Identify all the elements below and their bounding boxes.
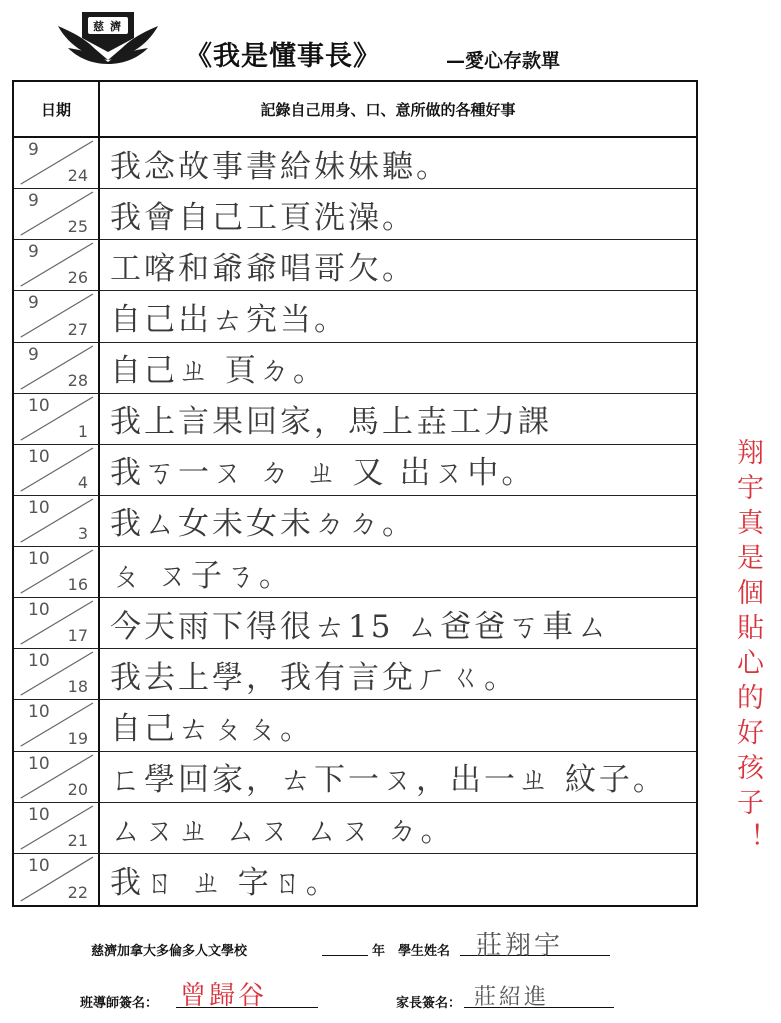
date-day: 18 — [67, 677, 88, 697]
date-day: 3 — [77, 524, 88, 544]
date-cell — [14, 700, 100, 751]
date-cell — [14, 496, 100, 547]
date-day: 1 — [77, 421, 88, 441]
teacher-comment: 翔宇真是個貼心的好孩子！ — [732, 438, 763, 858]
date-month: 9 — [28, 140, 39, 160]
good-deed-entry: 今天雨下得很ㄊ15 ㄙ爸爸ㄎ車ㄙ — [100, 598, 696, 649]
date-day: 19 — [67, 728, 88, 748]
date-month: 10 — [28, 753, 50, 774]
date-cell — [14, 803, 100, 854]
description-column-header: 記錄自己用身、口、意所做的各種好事 — [100, 82, 696, 138]
date-day: 28 — [67, 370, 88, 390]
parent-signature: 莊紹進 — [474, 985, 550, 1010]
date-cell — [14, 752, 100, 803]
date-month: 10 — [28, 549, 50, 570]
date-day: 27 — [67, 319, 88, 339]
date-cell — [14, 291, 100, 342]
date-day: 20 — [67, 779, 88, 799]
date-cell — [14, 240, 100, 291]
teacher-signature: 曾歸谷 — [180, 981, 268, 1011]
good-deed-entry: 我ㄎ一ㄡ ㄉ ㄓ 又 岀ㄡ中。 — [100, 445, 696, 496]
date-cell — [14, 598, 100, 649]
year-label: 年 — [372, 944, 386, 959]
good-deed-entry: 我會自己工頁洗澡。 — [100, 189, 696, 240]
good-deed-entry: 我ㄖ ㄓ 字ㄖ。 — [110, 864, 340, 901]
date-column-header: 日期 — [14, 82, 100, 138]
form-subtitle: —愛心存款單 — [446, 50, 561, 72]
date-month: 9 — [28, 344, 39, 365]
date-month: 10 — [28, 651, 50, 672]
date-day: 17 — [67, 626, 88, 646]
year-blank — [322, 955, 368, 956]
date-month: 10 — [28, 395, 50, 416]
date-cell — [14, 138, 100, 189]
student-name-handwritten: 莊翔宇 — [476, 931, 564, 961]
date-month: 10 — [28, 497, 50, 518]
good-deed-entry: 我念故事書給妹妹聽。 — [100, 138, 696, 189]
date-day: 22 — [67, 883, 88, 902]
student-name-label: 學生姓名 — [398, 944, 451, 959]
good-deed-entry: 我ㄙ女未女未ㄉㄉ。 — [100, 496, 696, 547]
logo-text: 慈濟 — [93, 20, 127, 33]
parent-signature-label: 家長簽名： — [396, 996, 462, 1011]
good-deed-entry: 自己岀ㄊ究当。 — [100, 291, 696, 342]
good-deed-entry: ㄙㄡㄓ ㄙㄡ ㄙㄡ ㄉ。 — [100, 803, 696, 854]
date-day: 24 — [67, 166, 88, 186]
date-cell — [14, 394, 100, 445]
school-logo — [52, 8, 164, 66]
school-name: 慈濟加拿大多倫多人文學校 — [91, 944, 248, 959]
good-deed-entry: 我去上學，我有言兌ㄏㄍ。 — [100, 649, 696, 700]
date-cell — [14, 854, 100, 905]
date-cell — [14, 445, 100, 496]
date-month: 10 — [28, 446, 50, 467]
date-month: 9 — [28, 242, 39, 263]
good-deed-entry: 我上言果回家，馬上壵工力課 — [100, 394, 696, 445]
good-deeds-table — [12, 80, 698, 907]
date-cell — [14, 547, 100, 598]
date-month: 10 — [28, 855, 50, 876]
date-month: 9 — [28, 293, 39, 314]
date-day: 16 — [67, 575, 88, 595]
good-deed-entry: ㄈ學回家，ㄊ下一ㄡ，出一ㄓ 紋子。 — [100, 752, 696, 803]
date-cell — [14, 649, 100, 700]
date-day: 26 — [67, 268, 88, 288]
form-title: 《我是懂事長》 — [185, 41, 381, 72]
date-month: 10 — [28, 702, 50, 723]
lotus-logo-icon — [52, 8, 164, 66]
date-cell — [14, 189, 100, 240]
good-deed-entry: 自己ㄊㄆㄆ。 — [100, 700, 696, 751]
date-month: 9 — [28, 191, 39, 212]
good-deed-entry: 工喀和爺爺唱哥欠。 — [100, 240, 696, 291]
date-day: 4 — [77, 472, 88, 492]
date-cell — [14, 343, 100, 394]
good-deed-entry: 自己ㄓ 頁ㄉ。 — [100, 343, 696, 394]
date-day: 21 — [67, 830, 88, 850]
date-month: 10 — [28, 804, 50, 825]
date-month: 10 — [28, 600, 50, 621]
good-deed-entry: ㄆ ㄡ子ㄋ。 — [100, 547, 696, 598]
teacher-signature-label: 班導師簽名： — [80, 996, 159, 1011]
date-day: 25 — [67, 217, 88, 237]
